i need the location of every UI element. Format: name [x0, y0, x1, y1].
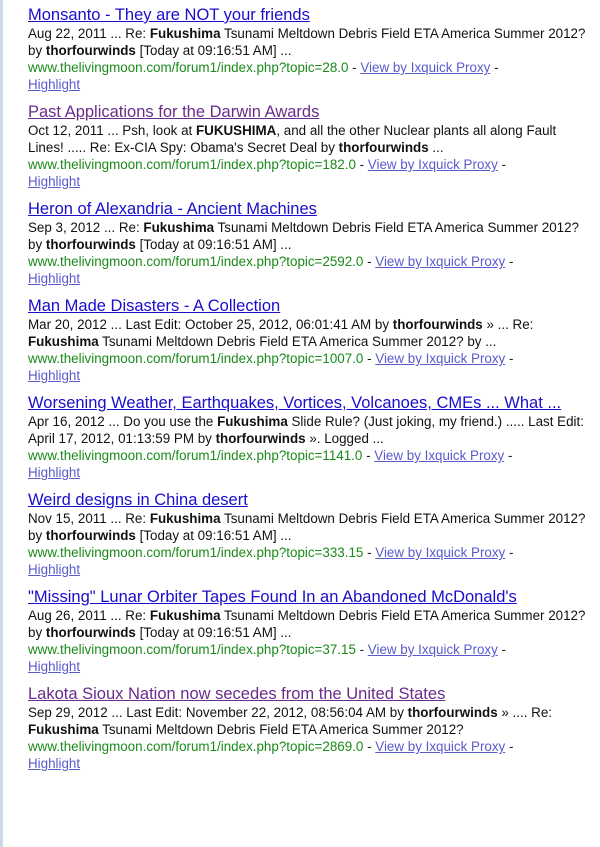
separator: - [363, 545, 376, 560]
separator: - [362, 448, 375, 463]
snippet-text: Tsunami Meltdown Debris Field ETA America Summer 2012? by [28, 26, 586, 58]
separator: - [355, 157, 368, 172]
snippet-text: Slide Rule? (Just joking, my friend.) ..... Last Edit: April 17, 2012, 01:13:59 PM by [28, 414, 584, 446]
result-url: www.thelivingmoon.com/forum1/index.php?topic=1141.0 [28, 448, 363, 463]
highlight-link[interactable]: Highlight [28, 271, 81, 286]
result-title-link[interactable]: Man Made Disasters - A Collection [28, 297, 281, 315]
snippet-keyword: thorfourwinds [407, 705, 498, 720]
search-result [28, 103, 594, 190]
result-url: www.thelivingmoon.com/forum1/index.php?topic=2592.0 [28, 254, 364, 269]
result-title-link[interactable]: Worsening Weather, Earthquakes, Vortices, Volcanoes, CMEs ... What ... [28, 394, 562, 412]
snippet-keyword: thorfourwinds [45, 43, 136, 58]
search-result [28, 394, 594, 481]
view-by-proxy-link[interactable]: View by Ixquick Proxy [375, 351, 506, 366]
highlight-link[interactable]: Highlight [28, 562, 81, 577]
separator: - [355, 642, 368, 657]
result-title-link[interactable]: Weird designs in China desert [28, 491, 248, 509]
snippet-text: [Today at 09:16:51 AM] ... [135, 237, 292, 252]
snippet-text: Sep 29, 2012 ... Last Edit: November 22, 2012, 08:56:04 AM by [28, 705, 408, 720]
result-title-link[interactable]: Heron of Alexandria - Ancient Machines [28, 200, 317, 218]
result-meta [28, 544, 594, 578]
view-by-proxy-link[interactable]: View by Ixquick Proxy [375, 739, 506, 754]
snippet-text: Tsunami Meltdown Debris Field ETA America Summer 2012? by [28, 220, 579, 252]
result-url: www.thelivingmoon.com/forum1/index.php?topic=2869.0 [28, 739, 364, 754]
view-by-proxy-link[interactable]: View by Ixquick Proxy [375, 545, 506, 560]
result-title-link[interactable]: Lakota Sioux Nation now secedes from the United States [28, 685, 446, 703]
separator: - [497, 157, 506, 172]
result-title-link[interactable]: Past Applications for the Darwin Awards [28, 103, 320, 121]
highlight-link[interactable]: Highlight [28, 465, 81, 480]
snippet-text: [Today at 09:16:51 AM] ... [135, 43, 292, 58]
separator: - [505, 254, 514, 269]
snippet-text: ... [428, 140, 444, 155]
result-snippet [28, 413, 594, 447]
separator: - [490, 60, 499, 75]
view-by-proxy-link[interactable]: View by Ixquick Proxy [375, 254, 506, 269]
result-url: www.thelivingmoon.com/forum1/index.php?topic=37.15 [28, 642, 356, 657]
view-by-proxy-link[interactable]: View by Ixquick Proxy [374, 448, 505, 463]
separator: - [363, 351, 376, 366]
search-result [28, 491, 594, 578]
result-meta [28, 641, 594, 675]
result-url: www.thelivingmoon.com/forum1/index.php?topic=28.0 [28, 60, 349, 75]
separator: - [363, 739, 376, 754]
highlight-link[interactable]: Highlight [28, 368, 81, 383]
result-meta [28, 253, 594, 287]
search-result [28, 6, 594, 93]
result-snippet [28, 607, 594, 641]
snippet-text: » ... Re: [482, 317, 534, 332]
snippet-text: Tsunami Meltdown Debris Field ETA America Summer 2012? by [28, 511, 586, 543]
snippet-text: Apr 16, 2012 ... Do you use the [28, 414, 218, 429]
snippet-keyword: FUKUSHIMA [195, 123, 277, 138]
snippet-keyword: thorfourwinds [45, 528, 136, 543]
result-meta [28, 447, 594, 481]
snippet-keyword: Fukushima [143, 220, 215, 235]
snippet-keyword: thorfourwinds [215, 431, 306, 446]
snippet-keyword: Fukushima [28, 334, 99, 349]
snippet-text: Nov 15, 2011 ... Re: [28, 511, 150, 526]
view-by-proxy-link[interactable]: View by Ixquick Proxy [367, 157, 498, 172]
snippet-text: Tsunami Meltdown Debris Field ETA America Summer 2012? by [28, 608, 586, 640]
separator: - [363, 254, 376, 269]
search-result [28, 588, 594, 675]
snippet-text: ». Logged ... [305, 431, 384, 446]
snippet-text: Tsunami Meltdown Debris Field ETA America Summer 2012? [98, 722, 464, 737]
snippet-text: Tsunami Meltdown Debris Field ETA America Summer 2012? by ... [98, 334, 497, 349]
separator: - [505, 351, 514, 366]
snippet-keyword: Fukushima [217, 414, 288, 429]
highlight-link[interactable]: Highlight [28, 756, 81, 771]
highlight-link[interactable]: Highlight [28, 77, 81, 92]
result-meta [28, 738, 594, 772]
snippet-text: Mar 20, 2012 ... Last Edit: October 25, 2012, 06:01:41 AM by [28, 317, 393, 332]
snippet-text: [Today at 09:16:51 AM] ... [135, 625, 292, 640]
result-title-link[interactable]: Monsanto - They are NOT your friends [28, 6, 310, 24]
result-meta [28, 59, 594, 93]
result-snippet [28, 704, 594, 738]
result-meta [28, 350, 594, 384]
result-snippet [28, 316, 594, 350]
result-url: www.thelivingmoon.com/forum1/index.php?topic=1007.0 [28, 351, 364, 366]
result-meta [28, 156, 594, 190]
result-snippet [28, 219, 594, 253]
snippet-keyword: Fukushima [28, 722, 99, 737]
view-by-proxy-link[interactable]: View by Ixquick Proxy [360, 60, 491, 75]
snippet-text: Aug 26, 2011 ... Re: [28, 608, 150, 623]
snippet-text: Aug 22, 2011 ... Re: [28, 26, 150, 41]
separator: - [504, 448, 513, 463]
search-result [28, 297, 594, 384]
view-by-proxy-link[interactable]: View by Ixquick Proxy [367, 642, 498, 657]
snippet-text: Sep 3, 2012 ... Re: [28, 220, 144, 235]
snippet-text: Oct 12, 2011 ... Psh, look at [28, 123, 196, 138]
left-border [0, 0, 3, 847]
snippet-text: » .... Re: [497, 705, 552, 720]
search-result [28, 200, 594, 287]
snippet-text: [Today at 09:16:51 AM] ... [135, 528, 292, 543]
snippet-keyword: thorfourwinds [338, 140, 429, 155]
snippet-keyword: thorfourwinds [392, 317, 483, 332]
result-title-link[interactable]: "Missing" Lunar Orbiter Tapes Found In an Abandoned McDonald's [28, 588, 517, 606]
separator: - [348, 60, 361, 75]
snippet-keyword: Fukushima [149, 608, 221, 623]
separator: - [505, 739, 514, 754]
highlight-link[interactable]: Highlight [28, 659, 81, 674]
result-url: www.thelivingmoon.com/forum1/index.php?topic=333.15 [28, 545, 364, 560]
result-snippet [28, 122, 594, 156]
snippet-keyword: Fukushima [149, 511, 221, 526]
separator: - [505, 545, 514, 560]
snippet-keyword: thorfourwinds [45, 625, 136, 640]
snippet-text: , and all the other Nuclear plants all along Fault Lines! ..... Re: Ex-CIA Spy: Obama's Secret Deal by [28, 123, 557, 155]
search-results-list [28, 6, 594, 782]
snippet-keyword: thorfourwinds [45, 237, 136, 252]
search-result [28, 685, 594, 772]
separator: - [497, 642, 506, 657]
snippet-keyword: Fukushima [149, 26, 221, 41]
result-snippet [28, 25, 594, 59]
result-snippet [28, 510, 594, 544]
highlight-link[interactable]: Highlight [28, 174, 81, 189]
result-url: www.thelivingmoon.com/forum1/index.php?topic=182.0 [28, 157, 356, 172]
